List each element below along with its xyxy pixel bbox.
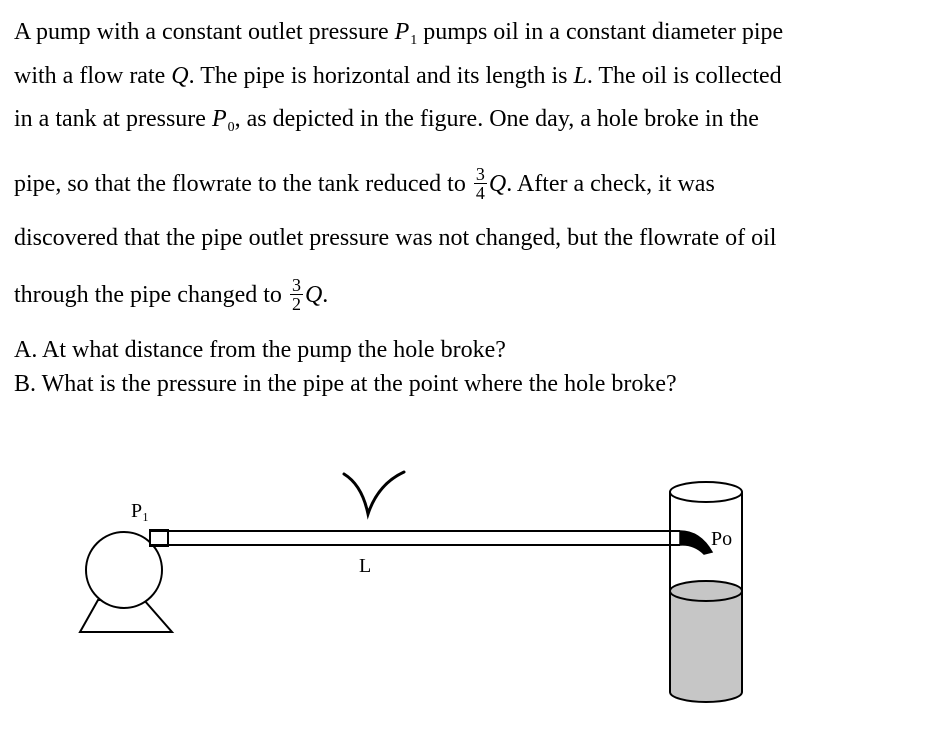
question-a: A. At what distance from the pump the hole broke? [14,337,506,363]
variable-l: L [573,63,587,89]
variable-q: Q [304,282,323,309]
fraction-three-quarters: $\frac{3}{4}$ [475,164,485,203]
tank [670,482,742,702]
pump-pressure-label: P₁ [131,500,150,522]
hole-marker [344,472,404,514]
problem-line-2: with a flow rate Q. The pipe is horizontal and its length is L. The oil is collected [14,63,782,89]
pipe-outlet-spout [680,531,712,554]
variable-p1: $P_1$ [394,19,418,48]
pipe-length-label: L [359,555,372,577]
fraction-three-halves: $\frac{3}{2}$ [291,275,301,314]
problem-line-6: through the pipe changed to $\frac{3}{2}$ Q. [14,275,329,314]
oil-body [670,591,742,702]
tank-pressure-label: Po [711,528,733,550]
question-b: B. What is the pressure in the pipe at the point where the hole broke? [14,371,677,397]
variable-p0: $P_0$ [211,106,235,135]
variable-q: Q [171,63,189,89]
problem-line-3: in a tank at pressure $P_0$, as depicted in the figure. One day, a hole broke in the [14,106,759,135]
tank-rim [670,482,742,502]
problem-line-4: pipe, so that the flowrate to the tank reduced to $\frac{3}{4}$ Q. After a check, it was [14,164,715,203]
problem-line-1: A pump with a constant outlet pressure $P_1$ pumps oil in a constant diameter pipe [14,19,784,48]
oil-surface [670,581,742,601]
pump-outlet-nozzle [150,530,168,546]
variable-q: Q [488,171,507,198]
pipe [150,531,680,545]
problem-line-5: discovered that the pipe outlet pressure was not changed, but the flowrate of oil [14,225,777,251]
